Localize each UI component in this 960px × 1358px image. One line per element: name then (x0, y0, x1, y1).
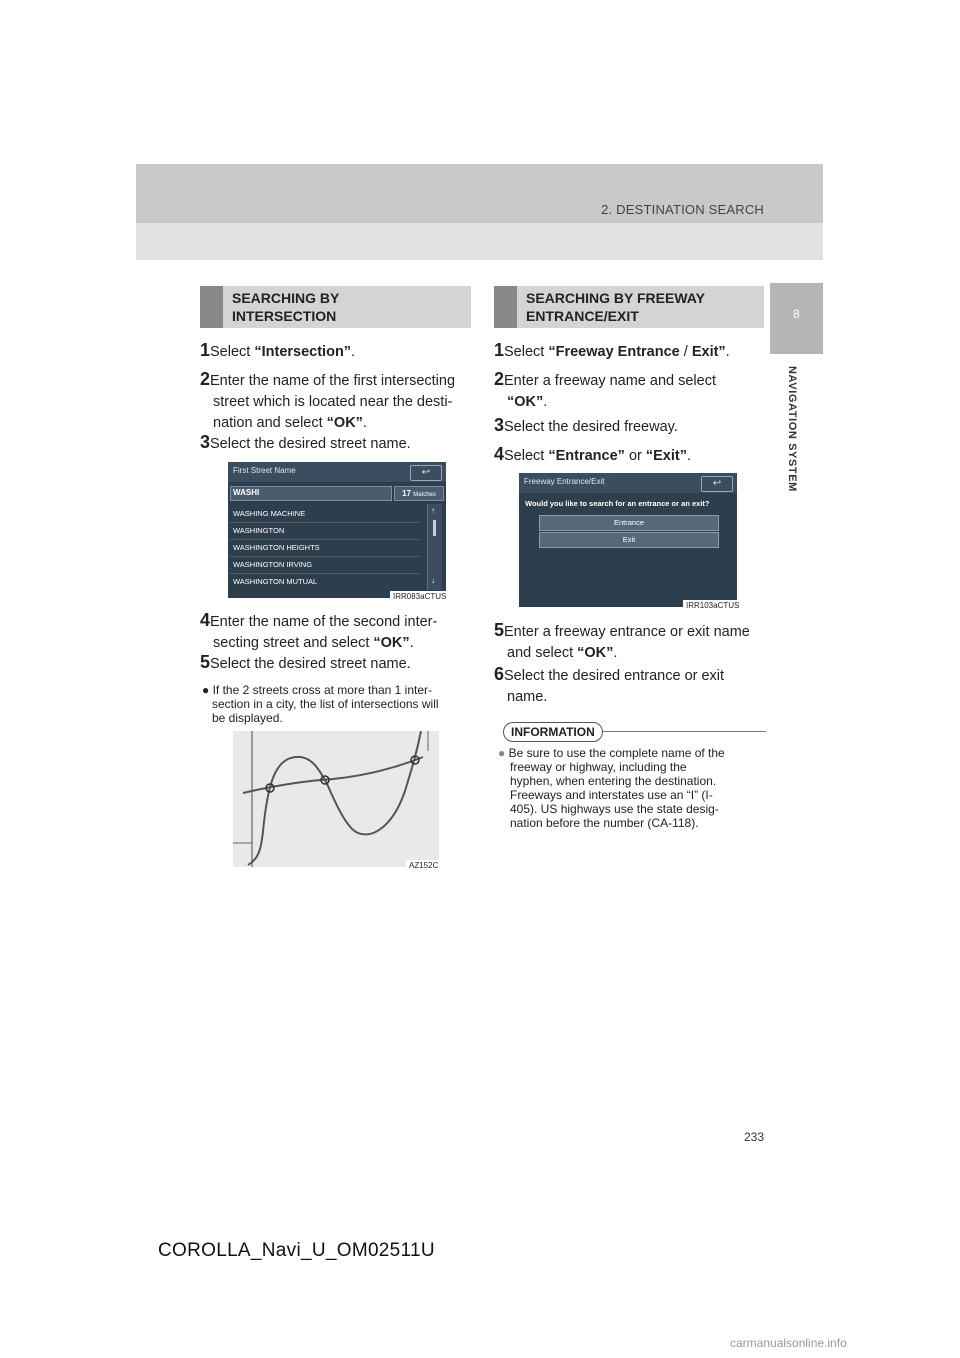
page-number: 233 (744, 1130, 765, 1144)
prompt-text: Would you like to search for an entrance or an exit? (525, 499, 710, 508)
freeway-entrance-exit-screen (519, 473, 737, 607)
image-caption: IRR103aCTUS (683, 600, 742, 611)
step-5: 5Enter a freeway entrance or exit name and select “OK”. (494, 620, 750, 661)
bullet-icon: ● (202, 683, 210, 697)
step-3: 3Select the desired street name. (200, 432, 411, 452)
step-5: 5Select the desired street name. (200, 652, 411, 672)
back-button[interactable]: ↩ (701, 476, 733, 492)
step-1: 1Select “Freeway Entrance / Exit”. (494, 340, 730, 360)
section-title: 2. DESTINATION SEARCH (601, 202, 764, 217)
section-heading-freeway: SEARCHING BY FREEWAY ENTRANCE/EXIT (494, 286, 764, 328)
intersection-diagram (233, 731, 439, 867)
exit-button[interactable]: Exit (539, 532, 719, 548)
screen-title: Freeway Entrance/Exit (524, 477, 605, 486)
scroll-down-icon[interactable]: ↓ (431, 576, 435, 585)
chapter-label: NAVIGATION SYSTEM (786, 366, 798, 492)
scroll-thumb[interactable] (433, 520, 436, 536)
step-2: 2Enter a freeway name and select “OK”. (494, 369, 716, 410)
step-1: 1Select “Intersection”. (200, 340, 356, 360)
list-item[interactable]: WASHINGTON HEIGHTS (230, 540, 420, 557)
bullet-icon: ● (498, 746, 506, 760)
step-6: 6Select the desired entrance or exit name. (494, 664, 725, 705)
section-heading-intersection: SEARCHING BY INTERSECTION (200, 286, 471, 328)
watermark: carmanualsonline.info (730, 1336, 847, 1350)
list-item[interactable]: WASHINGTON (230, 523, 420, 540)
information-text: ● Be sure to use the complete name of the freeway or highway, including the hyphen, when entering the destination. Freeways and interstates use an “I” (I- 405). US highways use the state desig- nation before the number (CA-118). (498, 746, 725, 830)
back-button[interactable]: ↩ (410, 465, 442, 481)
scroll-up-icon[interactable]: ↑ (431, 506, 435, 515)
chapter-number: 8 (793, 307, 800, 321)
document-footer: COROLLA_Navi_U_OM02511U (158, 1240, 435, 1261)
step-3: 3Select the desired freeway. (494, 415, 678, 435)
step-4: 4Select “Entrance” or “Exit”. (494, 444, 691, 464)
step-4: 4Enter the name of the second inter- secting street and select “OK”. (200, 610, 438, 651)
screen-title: First Street Name (233, 466, 296, 475)
first-street-name-screen (228, 462, 446, 598)
diagram-caption: AZ152C (406, 860, 441, 871)
list-item[interactable]: WASHINGTON MUTUAL (233, 577, 318, 586)
information-badge: INFORMATION (503, 722, 603, 742)
list-item[interactable]: WASHINGTON IRVING (230, 557, 420, 574)
matches-badge[interactable]: 17 Matches (394, 486, 444, 501)
search-input[interactable]: WASHI (233, 488, 260, 497)
entrance-button[interactable]: Entrance (539, 515, 719, 531)
bullet-note: ● If the 2 streets cross at more than 1 inter- section in a city, the list of intersections will be displayed. (202, 683, 439, 725)
list-item[interactable]: WASHING MACHINE (230, 506, 420, 523)
image-caption: IRR083aCTUS (390, 591, 449, 602)
step-2: 2Enter the name of the first intersecting street which is located near the desti- nation and select “OK”. (200, 369, 456, 431)
street-list (230, 506, 420, 590)
header-subband (136, 223, 823, 260)
scrollbar[interactable] (427, 504, 442, 590)
